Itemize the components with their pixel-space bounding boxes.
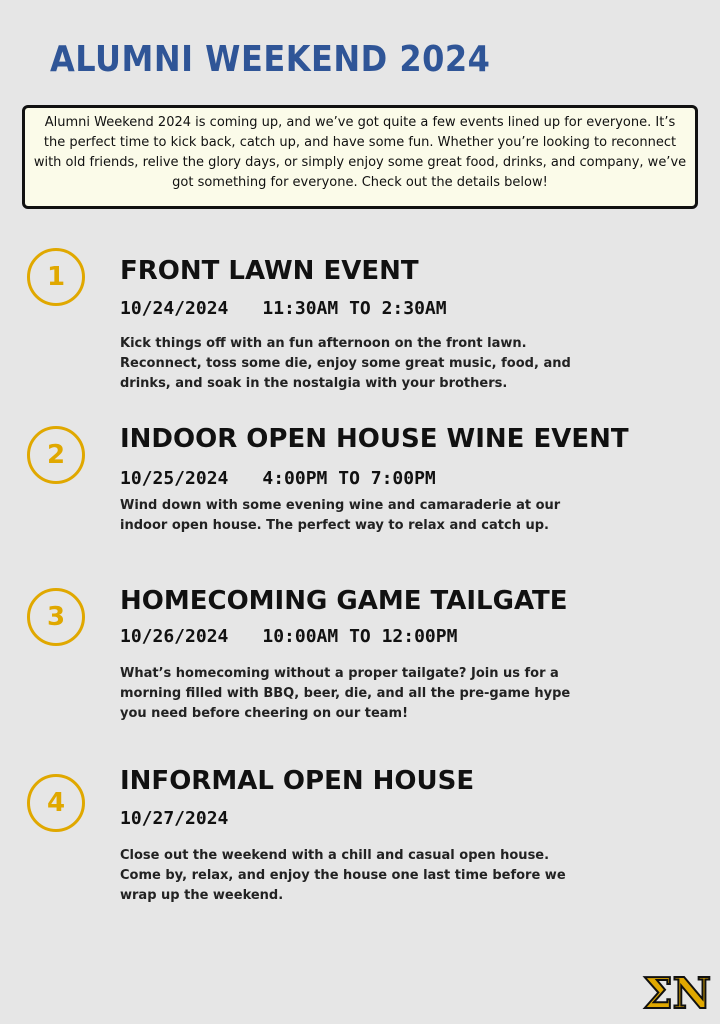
event-number-circle xyxy=(27,248,85,306)
event-title: INDOOR OPEN HOUSE WINE EVENT xyxy=(120,424,629,454)
event-number-circle xyxy=(27,588,85,646)
event-title: HOMECOMING GAME TAILGATE xyxy=(120,586,568,616)
event-datetime xyxy=(120,468,436,489)
event-time: 11:30AM TO 2:30AM xyxy=(262,298,447,319)
event-datetime xyxy=(120,626,457,647)
event-date: 10/26/2024 xyxy=(120,626,229,647)
event-datetime xyxy=(120,298,447,319)
intro-box xyxy=(22,105,698,209)
event-number-circle xyxy=(27,774,85,832)
event-datetime xyxy=(120,808,228,829)
event-number: 1 xyxy=(46,262,66,292)
logo-text: ΣN xyxy=(642,970,712,1014)
event-date: 10/25/2024 xyxy=(120,468,229,489)
page-title: ALUMNI WEEKEND 2024 xyxy=(50,38,491,80)
event-description: Close out the weekend with a chill and casual open house. Come by, relax, and enjoy the house one last time before we wrap up the weekend. xyxy=(120,848,566,903)
event-number: 2 xyxy=(46,440,66,470)
event-title: INFORMAL OPEN HOUSE xyxy=(120,766,475,796)
event-date: 10/24/2024 xyxy=(120,298,229,319)
event-number: 3 xyxy=(46,602,66,632)
event-description: What’s homecoming without a proper tailgate? Join us for a morning filled with BBQ, beer, die, and all the pre-game hype you need before cheering on our team! xyxy=(120,666,571,721)
event-number: 4 xyxy=(46,788,66,818)
sigma-nu-logo xyxy=(642,970,712,1014)
intro-text: Alumni Weekend 2024 is coming up, and we’ve got quite a few events lined up for everyone. It’s the perfect time to kick back, catch up, and have some fun. Whether you’re looking to reconnect with old friends, relive the glory days, or simply enjoy some great food, drinks, and company, we’ve got something for everyone. Check out the details below! xyxy=(33,115,687,190)
event-date: 10/27/2024 xyxy=(120,808,229,829)
event-number-circle xyxy=(27,426,85,484)
event-description: Kick things off with an fun afternoon on the front lawn. Reconnect, toss some die, enjoy some great music, food, and drinks, and soak in the nostalgia with your brothers. xyxy=(120,336,571,391)
event-time: 10:00AM TO 12:00PM xyxy=(262,626,458,647)
event-time: 4:00PM TO 7:00PM xyxy=(262,468,436,489)
event-title: FRONT LAWN EVENT xyxy=(120,256,419,286)
event-description: Wind down with some evening wine and camaraderie at our indoor open house. The perfect way to relax and catch up. xyxy=(120,498,561,533)
